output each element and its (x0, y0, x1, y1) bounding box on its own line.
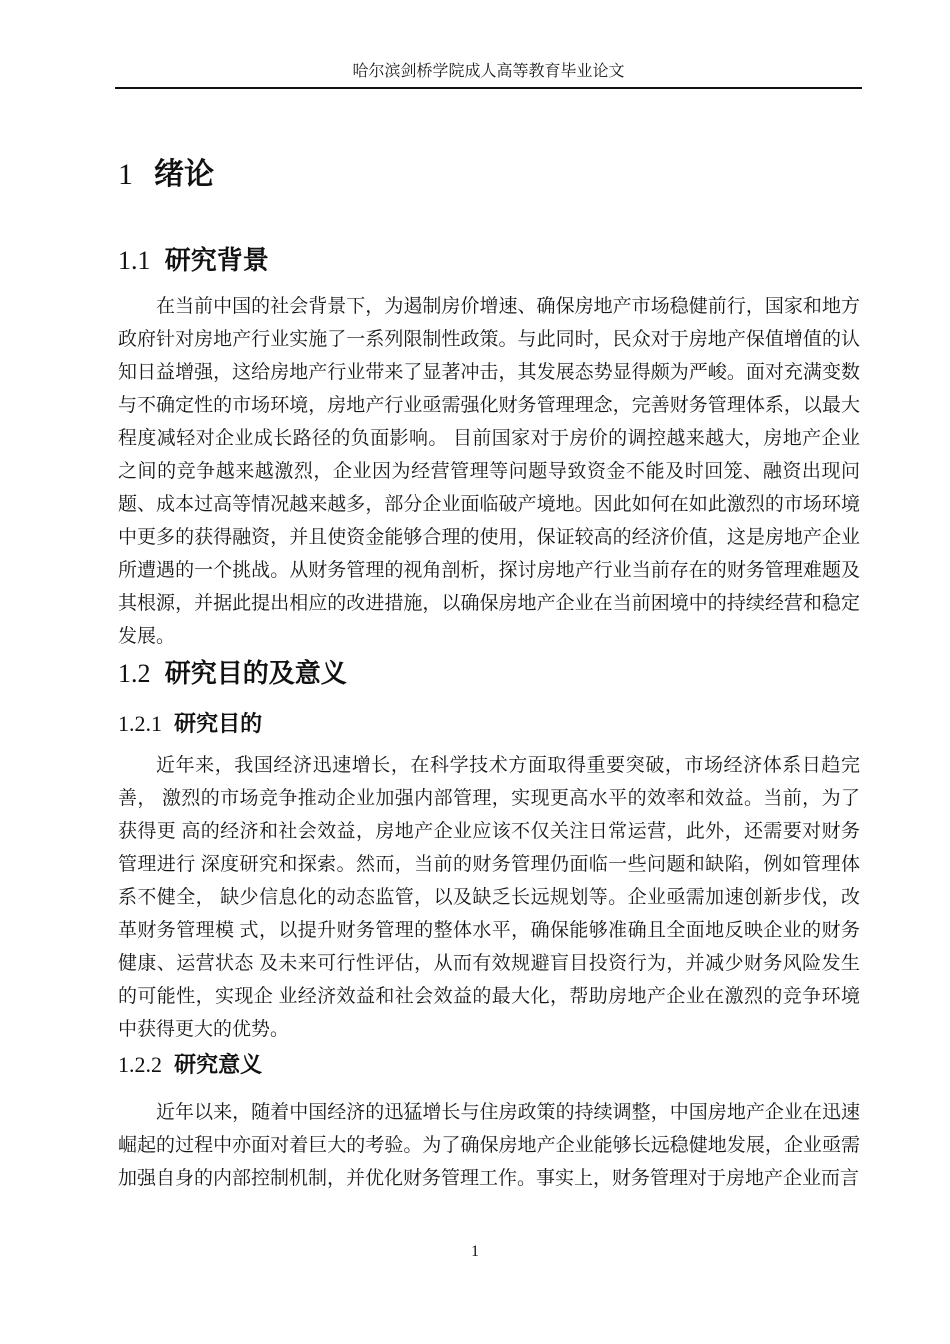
section-number-1-2-2: 1.2.2 (118, 1052, 162, 1077)
section-heading-1-1 (118, 243, 860, 278)
running-header-text: 哈尔滨剑桥学院成人高等教育毕业论文 (352, 63, 625, 80)
section-heading-1-2-2 (118, 1050, 860, 1080)
chapter-number: 1 (118, 158, 133, 191)
paragraph-research-purpose: 近年来，我国经济迅速增长，在科学技术方面取得重要突破，市场经济体系日趋完善， 激烈的市场竞争推动企业加强内部管理，实现更高水平的效率和效益。当前，为了获得更 高的经济和社会效益，房地产企业应该不仅关注日常运营，此外，还需要对财务管理进行 深度研究和探索。然而，当前的财务管理仍面临一些问题和缺陷，例如管理体系不健全， 缺少信息化的动态监管，以及缺乏长远规划等。企业亟需加速创新步伐，改革财务管理模 式，以提升财务管理的整体水平，确保能够准确且全面地反映企业的财务健康、运营状态 及未来可行性评估，从而有效规避盲目投资行为，并减少财务风险发生的可能性，实现企 业经济效益和社会效益的最大化，帮助房地产企业在激烈的竞争环境中获得更大的优势。 (118, 755, 860, 1040)
section-heading-1-2 (118, 656, 860, 691)
chapter-title: 绪论 (154, 158, 214, 191)
content-area (118, 0, 860, 1195)
section-heading-1-2-1 (118, 709, 860, 739)
section-number-1-2: 1.2 (118, 659, 151, 688)
section-title-1-1: 研究背景 (164, 245, 269, 275)
chapter-heading (118, 156, 860, 194)
page-footer (0, 1242, 950, 1262)
section-number-1-1: 1.1 (118, 246, 151, 275)
section-number-1-2-1: 1.2.1 (118, 711, 162, 736)
section-title-1-2-2: 研究意义 (174, 1052, 263, 1077)
page-number: 1 (471, 1243, 479, 1260)
section-title-1-2-1: 研究目的 (174, 711, 263, 736)
section-title-1-2: 研究目的及意义 (164, 658, 347, 688)
paragraph-research-significance: 近年以来，随着中国经济的迅猛增长与住房政策的持续调整，中国房地产企业在迅速崛起的过程中亦面对着巨大的考验。为了确保房地产企业能够长远稳健地发展，企业亟需加强自身的内部控制机制，并优化财务管理工作。事实上，财务管理对于房地产企业而言 (118, 1102, 860, 1189)
paragraph-research-background: 在当前中国的社会背景下，为遏制房价增速、确保房地产市场稳健前行，国家和地方政府针对房地产行业实施了一系列限制性政策。与此同时，民众对于房地产保值增值的认知日益增强，这给房地产行业带来了显著冲击，其发展态势显得颇为严峻。面对充满变数与不确定性的市场环境，房地产行业亟需强化财务管理理念，完善财务管理体系，以最大程度减轻对企业成长路径的负面影响。 目前国家对于房价的调控越来越大，房地产企业之间的竞争越来越激烈，企业因为经营管理等问题导致资金不能及时回笼、融资出现问题、成本过高等情况越来越多，部分企业面临破产境地。因此如何在如此激烈的市场环境中更多的获得融资，并且使资金能够合理的使用，保证较高的经济价值，这是房地产企业所遭遇的一个挑战。从财务管理的视角剖析，探讨房地产行业当前存在的财务管理难题及其根源，并据此提出相应的改进措施，以确保房地产企业在当前困境中的持续经营和稳定发展。 (118, 296, 860, 647)
